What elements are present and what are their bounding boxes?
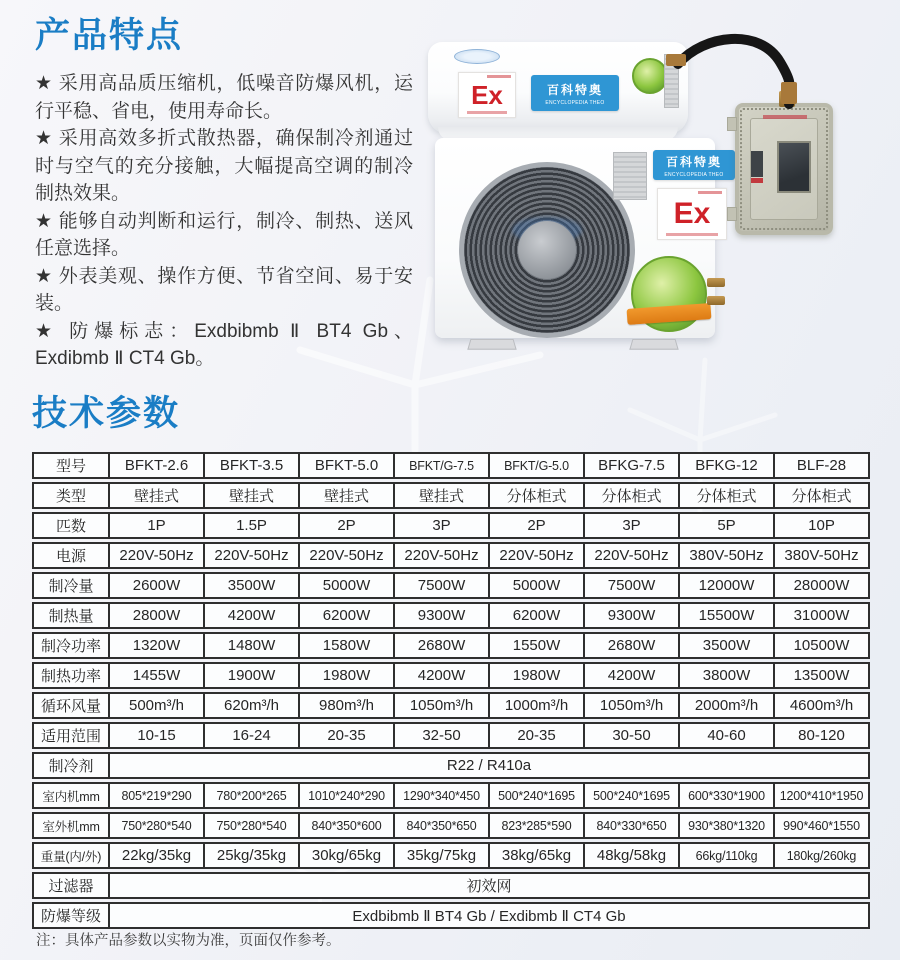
spec-table <box>32 452 870 929</box>
cell-value: 66kg/110kg <box>680 842 775 869</box>
cell-value: 壁挂式 <box>205 482 300 509</box>
indoor-unit-image <box>428 42 688 134</box>
cell-value: 35kg/75kg <box>395 842 490 869</box>
cell-value: 3500W <box>205 572 300 599</box>
fan-grille-icon <box>459 162 635 338</box>
refrigerant-valve <box>707 278 725 287</box>
cell-value: 1050m³/h <box>395 692 490 719</box>
cell-value: 1010*240*290 <box>300 782 395 809</box>
cell-value: 2680W <box>585 632 680 659</box>
cell-value: 6200W <box>490 602 585 629</box>
cell-value: 壁挂式 <box>110 482 205 509</box>
cell-value: 20-35 <box>490 722 585 749</box>
cell-value: 840*350*600 <box>300 812 395 839</box>
ex-mark-label <box>458 72 516 118</box>
cell-value: 3P <box>585 512 680 539</box>
cell-value: 180kg/260kg <box>775 842 870 869</box>
cell-value: BLF-28 <box>775 452 870 479</box>
ex-mark-label <box>657 188 727 240</box>
cell-value: 1550W <box>490 632 585 659</box>
cell-value: 3500W <box>680 632 775 659</box>
row-label: 重量(内/外) <box>32 842 110 869</box>
row-label: 制冷功率 <box>32 632 110 659</box>
cell-value: 10500W <box>775 632 870 659</box>
cell-value: 13500W <box>775 662 870 689</box>
cell-value: 10-15 <box>110 722 205 749</box>
cell-value: BFKT-2.6 <box>110 452 205 479</box>
cell-value: 3800W <box>680 662 775 689</box>
cell-value: 48kg/58kg <box>585 842 680 869</box>
cell-value: 600*330*1900 <box>680 782 775 809</box>
row-label: 电源 <box>32 542 110 569</box>
row-label: 循环风量 <box>32 692 110 719</box>
cell-value: BFKG-7.5 <box>585 452 680 479</box>
cell-value: 3P <box>395 512 490 539</box>
table-row <box>32 482 870 509</box>
cell-value: 1050m³/h <box>585 692 680 719</box>
feature-list <box>35 70 413 373</box>
cell-value: 4600m³/h <box>775 692 870 719</box>
merged-value: 初效网 <box>110 872 870 899</box>
cell-value: 2680W <box>395 632 490 659</box>
cell-value: 805*219*290 <box>110 782 205 809</box>
cell-value: 5P <box>680 512 775 539</box>
brand-name-cn: 百科特奥 <box>665 154 722 169</box>
unit-foot <box>467 339 516 350</box>
cell-value: 10P <box>775 512 870 539</box>
cell-value: 1P <box>110 512 205 539</box>
eco-badge-icon <box>631 256 707 332</box>
cell-value: 9300W <box>585 602 680 629</box>
cell-value: 分体柜式 <box>490 482 585 509</box>
fan-hub <box>518 221 576 279</box>
cell-value: 2000m³/h <box>680 692 775 719</box>
table-row <box>32 842 870 869</box>
cell-value: BFKT-5.0 <box>300 452 395 479</box>
table-row <box>32 692 870 719</box>
cell-value: 840*350*650 <box>395 812 490 839</box>
cell-value: 750*280*540 <box>205 812 300 839</box>
cell-value: 380V-50Hz <box>680 542 775 569</box>
cell-value: 30kg/65kg <box>300 842 395 869</box>
row-label: 制冷剂 <box>32 752 110 779</box>
feature-item: ★ 外表美观、操作方便、节省空间、易于安装。 <box>35 265 413 314</box>
table-row <box>32 602 870 629</box>
table-row <box>32 812 870 839</box>
cell-value: 40-60 <box>680 722 775 749</box>
eco-badge-icon <box>632 58 668 94</box>
table-row <box>32 872 870 899</box>
brand-name-cn: 百科特奥 <box>546 82 603 97</box>
cell-value: 30-50 <box>585 722 680 749</box>
cell-value: 1320W <box>110 632 205 659</box>
cell-value: 620m³/h <box>205 692 300 719</box>
product-photo <box>408 20 900 385</box>
table-row <box>32 722 870 749</box>
footnote: 注：具体产品参数以实物为准，页面仅作参考。 <box>36 933 341 949</box>
table-row <box>32 542 870 569</box>
cell-value: 1980W <box>300 662 395 689</box>
cell-value: 1290*340*450 <box>395 782 490 809</box>
table-row <box>32 632 870 659</box>
unit-foot <box>629 339 678 350</box>
cell-value: 1480W <box>205 632 300 659</box>
brand-label <box>653 150 735 180</box>
cell-value: 980m³/h <box>300 692 395 719</box>
row-label: 制热功率 <box>32 662 110 689</box>
cell-value: 750*280*540 <box>110 812 205 839</box>
cell-value: 分体柜式 <box>775 482 870 509</box>
cell-value: 2800W <box>110 602 205 629</box>
cell-value: 壁挂式 <box>395 482 490 509</box>
row-label: 类型 <box>32 482 110 509</box>
cell-value: 823*285*590 <box>490 812 585 839</box>
cell-value: 15500W <box>680 602 775 629</box>
feature-item: ★ 采用高品质压缩机，低噪音防爆风机，运行平稳、省电，使用寿命长。 <box>35 73 413 122</box>
cell-value: 6200W <box>300 602 395 629</box>
features-section <box>35 8 413 373</box>
ex-text: Ex <box>471 80 503 110</box>
cell-value: 990*460*1550 <box>775 812 870 839</box>
feature-item: ★ 采用高效多折式散热器，确保制冷剂通过时与空气的充分接触，大幅提高空调的制冷制热效果。 <box>35 128 413 204</box>
feature-item: ★ 能够自动判断和运行，制冷、制热、送风任意选择。 <box>35 210 413 259</box>
mounting-tab <box>727 117 737 131</box>
cell-value: 220V-50Hz <box>490 542 585 569</box>
cell-value: 分体柜式 <box>680 482 775 509</box>
specs-section <box>32 386 870 932</box>
cell-value: 31000W <box>775 602 870 629</box>
cell-value: 4200W <box>395 662 490 689</box>
cell-value: 12000W <box>680 572 775 599</box>
features-title: 产品特点 <box>35 16 184 55</box>
merged-value: R22 / R410a <box>110 752 870 779</box>
row-label: 适用范围 <box>32 722 110 749</box>
cell-value: 16-24 <box>205 722 300 749</box>
cell-value: 1200*410*1950 <box>775 782 870 809</box>
brand-label <box>531 75 619 111</box>
specs-title: 技术参数 <box>32 394 181 433</box>
table-row <box>32 512 870 539</box>
cell-value: 分体柜式 <box>585 482 680 509</box>
ex-small-text-decor <box>467 111 507 114</box>
cell-value: 32-50 <box>395 722 490 749</box>
row-label: 制热量 <box>32 602 110 629</box>
cell-value: 2600W <box>110 572 205 599</box>
cell-value: 7500W <box>585 572 680 599</box>
brand-name-en: ENCYCLOPEDIA THEO <box>545 99 605 106</box>
ex-small-text-decor <box>698 191 722 194</box>
cell-value: 500*240*1695 <box>585 782 680 809</box>
table-row <box>32 782 870 809</box>
table-row <box>32 662 870 689</box>
cell-value: 25kg/35kg <box>205 842 300 869</box>
spec-sticker <box>613 152 647 200</box>
cell-value: 7500W <box>395 572 490 599</box>
cell-value: 4200W <box>205 602 300 629</box>
cell-value: 840*330*650 <box>585 812 680 839</box>
cell-value: 220V-50Hz <box>110 542 205 569</box>
table-row <box>32 572 870 599</box>
cell-value: 220V-50Hz <box>205 542 300 569</box>
spec-sticker <box>664 54 679 108</box>
cell-value: 9300W <box>395 602 490 629</box>
cell-value: 28000W <box>775 572 870 599</box>
cell-value: 220V-50Hz <box>300 542 395 569</box>
table-row <box>32 902 870 929</box>
cell-value: 80-120 <box>775 722 870 749</box>
brand-name-en: ENCYCLOPEDIA THEO <box>664 171 724 178</box>
cell-value: BFKT-3.5 <box>205 452 300 479</box>
row-label: 过滤器 <box>32 872 110 899</box>
row-label: 防爆等级 <box>32 902 110 929</box>
cell-value: 1980W <box>490 662 585 689</box>
control-box-red-text-decor <box>763 115 807 119</box>
row-label: 室内机mm <box>32 782 110 809</box>
cell-value: 1900W <box>205 662 300 689</box>
control-box-sticker <box>751 151 763 177</box>
cell-value: 2P <box>300 512 395 539</box>
cable-gland <box>779 91 795 107</box>
cell-value: 780*200*265 <box>205 782 300 809</box>
ex-small-text-decor <box>666 233 718 236</box>
cell-value: BFKT/G-5.0 <box>490 452 585 479</box>
eco-ribbon <box>627 303 712 325</box>
cell-value: 20-35 <box>300 722 395 749</box>
cell-value: 22kg/35kg <box>110 842 205 869</box>
cell-value: 38kg/65kg <box>490 842 585 869</box>
control-box-display <box>777 141 811 193</box>
cell-value: 220V-50Hz <box>395 542 490 569</box>
outdoor-unit-image <box>435 138 724 338</box>
cell-value: 380V-50Hz <box>775 542 870 569</box>
cell-value: BFKT/G-7.5 <box>395 452 490 479</box>
cell-value: 5000W <box>490 572 585 599</box>
mounting-tab <box>727 207 737 221</box>
cell-value: 1580W <box>300 632 395 659</box>
merged-value: Exdbibmb Ⅱ BT4 Gb / Exdibmb Ⅱ CT4 Gb <box>110 902 870 929</box>
cell-value: 壁挂式 <box>300 482 395 509</box>
row-label: 型号 <box>32 452 110 479</box>
row-label: 制冷量 <box>32 572 110 599</box>
brand-oval-logo-icon <box>454 49 500 64</box>
cell-value: 1455W <box>110 662 205 689</box>
row-label: 室外机mm <box>32 812 110 839</box>
cell-value: 500m³/h <box>110 692 205 719</box>
table-row <box>32 752 870 779</box>
feature-item: ★ 防爆标志：Exdbibmb Ⅱ BT4 Gb、Exdibmb Ⅱ CT4 Gb。 <box>35 320 413 369</box>
cell-value: 1000m³/h <box>490 692 585 719</box>
cell-value: 500*240*1695 <box>490 782 585 809</box>
table-row <box>32 452 870 479</box>
cell-value: 2P <box>490 512 585 539</box>
explosion-proof-control-box-image <box>735 103 833 235</box>
cell-value: 1.5P <box>205 512 300 539</box>
cell-value: 930*380*1320 <box>680 812 775 839</box>
refrigerant-valve <box>707 296 725 305</box>
row-label: 匹数 <box>32 512 110 539</box>
ex-small-text-decor <box>487 75 511 78</box>
cell-value: 5000W <box>300 572 395 599</box>
cell-value: 4200W <box>585 662 680 689</box>
cell-value: BFKG-12 <box>680 452 775 479</box>
cell-value: 220V-50Hz <box>585 542 680 569</box>
ex-text: Ex <box>673 197 711 230</box>
